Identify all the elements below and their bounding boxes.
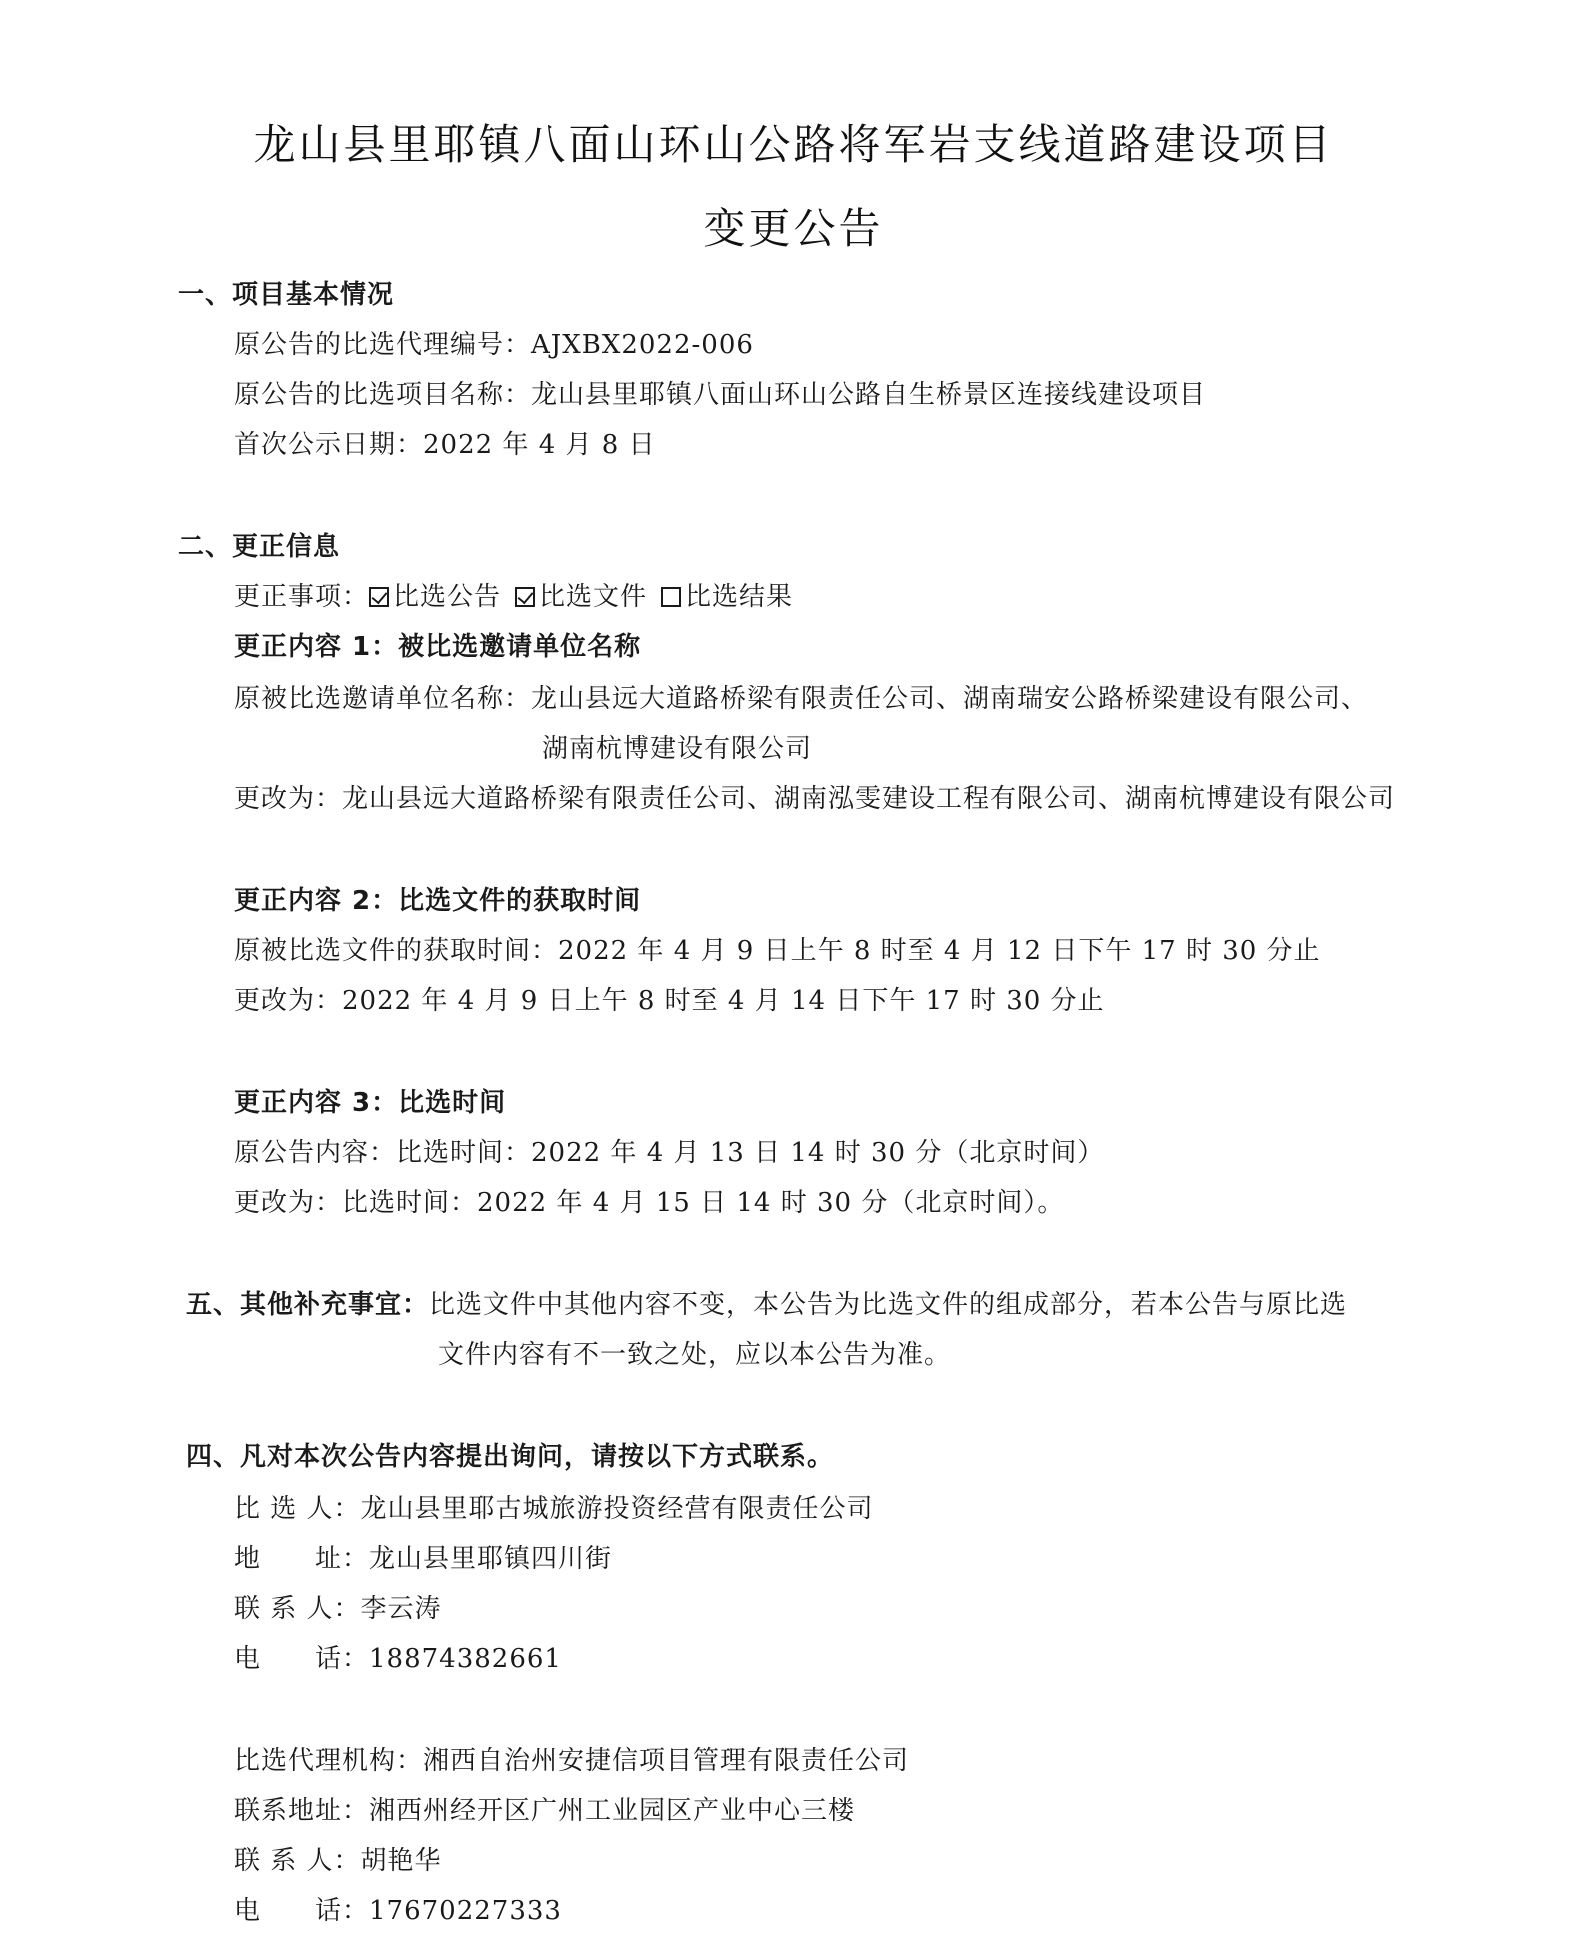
agency-contact-label: 联 系 人：	[234, 1846, 361, 1876]
agency-address: 湘西州经开区广州工业园区产业中心三楼	[369, 1796, 856, 1826]
correction-item1-heading: 更正内容 1：被比选邀请单位名称	[234, 632, 642, 662]
section2-heading: 二、更正信息	[178, 532, 341, 562]
correction-item1-original: 原被比选邀请单位名称：龙山县远大道路桥梁有限责任公司、湖南瑞安公路桥梁建设有限公司、	[234, 684, 1369, 714]
client-address: 龙山县里耶镇四川街	[369, 1544, 613, 1574]
checked-box-icon	[515, 587, 535, 607]
checkbox-item-notice	[369, 582, 501, 612]
correction-item1-original-cont: 湖南杭博建设有限公司	[542, 734, 813, 764]
section1-heading: 一、项目基本情况	[178, 280, 395, 310]
checked-box-icon	[369, 587, 389, 607]
first-publish-date: 首次公示日期：2022 年 4 月 8 日	[234, 430, 656, 460]
client-phone-label: 电 话：	[234, 1644, 370, 1674]
section5-text: 比选文件中其他内容不变，本公告为比选文件的组成部分，若本公告与原比选	[429, 1290, 1348, 1320]
client-address-label: 地 址：	[234, 1544, 370, 1574]
correction-item3-heading: 更正内容 3：比选时间	[234, 1088, 507, 1118]
checkbox-label: 比选结果	[685, 582, 794, 612]
original-project-name: 原公告的比选项目名称：龙山县里耶镇八面山环山公路自生桥景区连接线建设项目	[234, 380, 1207, 410]
agency-name: 湘西自治州安捷信项目管理有限责任公司	[423, 1746, 910, 1776]
section5-block	[186, 1288, 1347, 1322]
client-contact: 李云涛	[360, 1594, 442, 1624]
agency-number: 原公告的比选代理编号：AJXBX2022-006	[234, 330, 754, 360]
correction-item2-original: 原被比选文件的获取时间：2022 年 4 月 9 日上午 8 时至 4 月 12 日下午 17 时 30 分止	[234, 936, 1321, 966]
correction-matters	[234, 580, 807, 614]
agency-name-label: 比选代理机构：	[234, 1746, 424, 1776]
checkbox-label: 比选公告	[393, 582, 502, 612]
correction-item3-original: 原公告内容：比选时间：2022 年 4 月 13 日 14 时 30 分（北京时间）	[234, 1138, 1105, 1168]
unchecked-box-icon	[661, 587, 681, 607]
correction-item1-changed: 更改为：龙山县远大道路桥梁有限责任公司、湖南泓雯建设工程有限公司、湖南杭博建设有限公司	[234, 784, 1396, 814]
checkbox-item-result	[661, 582, 793, 612]
agency-phone: 17670227333	[369, 1896, 562, 1926]
client-phone-row	[234, 1642, 562, 1676]
agency-contact-row	[234, 1844, 442, 1878]
correction-item2-heading: 更正内容 2：比选文件的获取时间	[234, 886, 642, 916]
client-name: 龙山县里耶古城旅游投资经营有限责任公司	[360, 1494, 874, 1524]
section4-heading: 四、凡对本次公告内容提出询问，请按以下方式联系。	[186, 1442, 835, 1472]
client-phone: 18874382661	[369, 1644, 562, 1674]
agency-address-row	[234, 1794, 855, 1828]
client-address-row	[234, 1542, 612, 1576]
document-title-line2: 变更公告	[703, 204, 884, 253]
agency-phone-label: 电 话：	[234, 1896, 370, 1926]
client-name-label: 比 选 人：	[234, 1494, 361, 1524]
correction-item2-changed: 更改为：2022 年 4 月 9 日上午 8 时至 4 月 14 日下午 17 时 30 分止	[234, 986, 1105, 1016]
document-title-line1: 龙山县里耶镇八面山环山公路将军岩支线道路建设项目	[253, 120, 1334, 169]
section5-text-cont: 文件内容有不一致之处，应以本公告为准。	[438, 1340, 952, 1370]
client-contact-row	[234, 1592, 442, 1626]
correction-matters-label: 更正事项：	[234, 582, 370, 612]
agency-contact: 胡艳华	[360, 1846, 442, 1876]
section5-heading: 五、其他补充事宜：	[186, 1290, 430, 1320]
checkbox-label: 比选文件	[539, 582, 648, 612]
agency-address-label: 联系地址：	[234, 1796, 370, 1826]
agency-name-row	[234, 1744, 909, 1778]
client-contact-label: 联 系 人：	[234, 1594, 361, 1624]
client-name-row	[234, 1492, 874, 1526]
correction-item3-changed: 更改为：比选时间：2022 年 4 月 15 日 14 时 30 分（北京时间）。	[234, 1188, 1065, 1218]
checkbox-item-document	[515, 582, 647, 612]
agency-phone-row	[234, 1894, 562, 1928]
